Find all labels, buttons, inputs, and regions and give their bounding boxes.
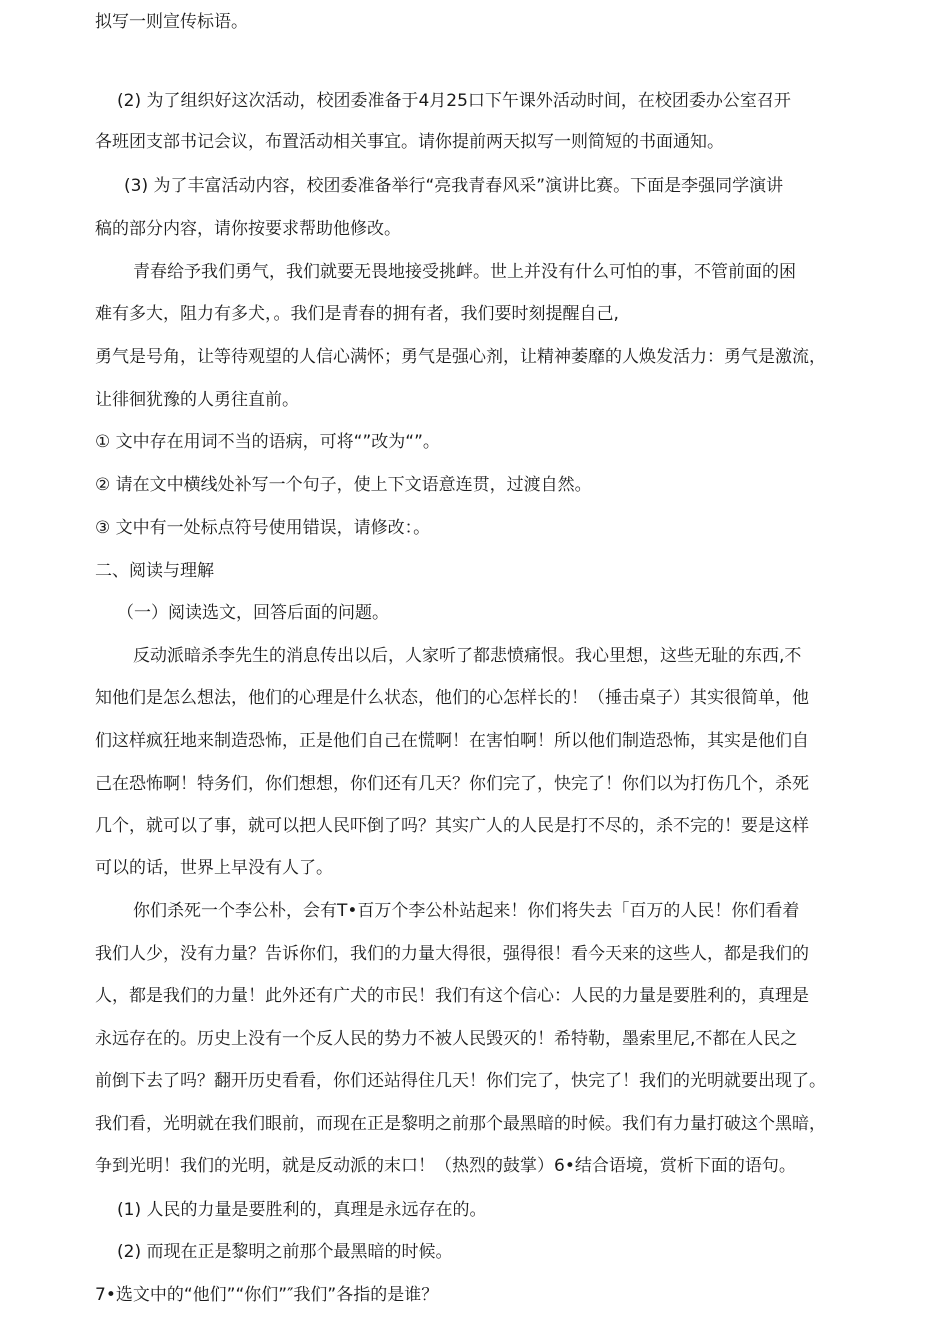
text-line: 让徘徊犹豫的人勇往直前。 <box>95 390 299 410</box>
text-line: 人，都是我们的力量！此外还有广犬的市民！我们有这个信心：人民的力量是要胜利的，真理是 <box>95 986 809 1006</box>
text-line: 稿的部分内容，请你按要求帮助他修改。 <box>95 219 401 239</box>
text-line: 几个，就可以了事，就可以把人民吓倒了吗？其实广人的人民是打不尽的，杀不完的！要是这样 <box>95 816 809 836</box>
text-line: 可以的话，世界上早没有人了。 <box>95 858 333 878</box>
text-line: (2) 而现在正是黎明之前那个最黑暗的时候。 <box>117 1242 453 1262</box>
text-line: ① 文中存在用词不当的语病，可将“”改为“”。 <box>95 432 440 452</box>
question-line: 7•选文中的“他们”“你们”″我们”各指的是谁？ <box>95 1285 439 1305</box>
text-line: 难有多大，阻力有多犬，。我们是青春的拥有者，我们要时刻提醒自己, <box>95 304 619 324</box>
text-line: 我们人少，没有力量？告诉你们，我们的力量大得很，强得很！看今天来的这些人，都是我们的 <box>95 944 809 964</box>
text-line: （一）阅读选文，回答后面的问题。 <box>117 603 389 623</box>
text-line: (3) 为了丰富活动内容，校团委准备举行“亮我青春风采”演讲比赛。下面是李强同学演讲 <box>124 176 784 196</box>
text-line: 各班团支部书记会议，布置活动相关事宜。请你提前两天拟写一则简短的书面通知。 <box>95 132 724 152</box>
text-line: 永远存在的。历史上没有一个反人民的势力不被人民毁灭的！希特勒，墨索里尼,不都在人民之 <box>95 1029 798 1049</box>
text-line: (2) 为了组织好这次活动，校团委准备于4月25口下午课外活动时间，在校团委办公室召开 <box>117 91 791 111</box>
text-line: ③ 文中有一处标点符号使用错误，请修改：。 <box>95 518 431 538</box>
text-line: 知他们是怎么想法，他们的心理是什么状态，他们的心怎样长的！（捶击桌子）其实很简单，他 <box>95 688 809 708</box>
text-line: 己在恐怖啊！特务们，你们想想，你们还有几天？你们完了，快完了！你们以为打伤几个，杀死 <box>95 774 809 794</box>
text-line: 我们看，光明就在我们眼前，而现在正是黎明之前那个最黑暗的时候。我们有力量打破这个黑暗， <box>95 1114 826 1134</box>
text-line: 勇气是号角，让等待观望的人信心满怀；勇气是强心剂，让精神萎靡的人焕发活力：勇气是激流， <box>95 347 826 367</box>
text-line: 拟写一则宣传标语。 <box>95 12 248 32</box>
text-line: 你们杀死一个李公朴，会有T•百万个李公朴站起来！你们将失去「百万的人民！你们看着 <box>133 901 800 921</box>
text-line: 反动派暗杀李先生的消息传出以后，人家听了都悲愤痛恨。我心里想，这些无耻的东西,不 <box>133 646 802 666</box>
text-line: (1) 人民的力量是要胜利的，真理是永远存在的。 <box>117 1200 487 1220</box>
text-line: 们这样疯狂地来制造恐怖，正是他们自己在慌啊！在害怕啊！所以他们制造恐怖，其实是他们自 <box>95 731 809 751</box>
text-line: 青春给予我们勇气，我们就要无畏地接受挑衅。世上并没有什么可怕的事，不管前面的困 <box>133 262 796 282</box>
text-line: 争到光明！我们的光明，就是反动派的末口！（热烈的鼓掌）6•结合语境，赏析下面的语句。 <box>95 1156 796 1176</box>
text-line: ② 请在文中横线处补写一个句子，使上下文语意连贯，过渡自然。 <box>95 475 592 495</box>
text-line: 前倒下去了吗？翻开历史看看，你们还站得住几天！你们完了，快完了！我们的光明就要出现了。 <box>95 1071 826 1091</box>
section-heading: 二、阅读与理解 <box>95 561 214 581</box>
